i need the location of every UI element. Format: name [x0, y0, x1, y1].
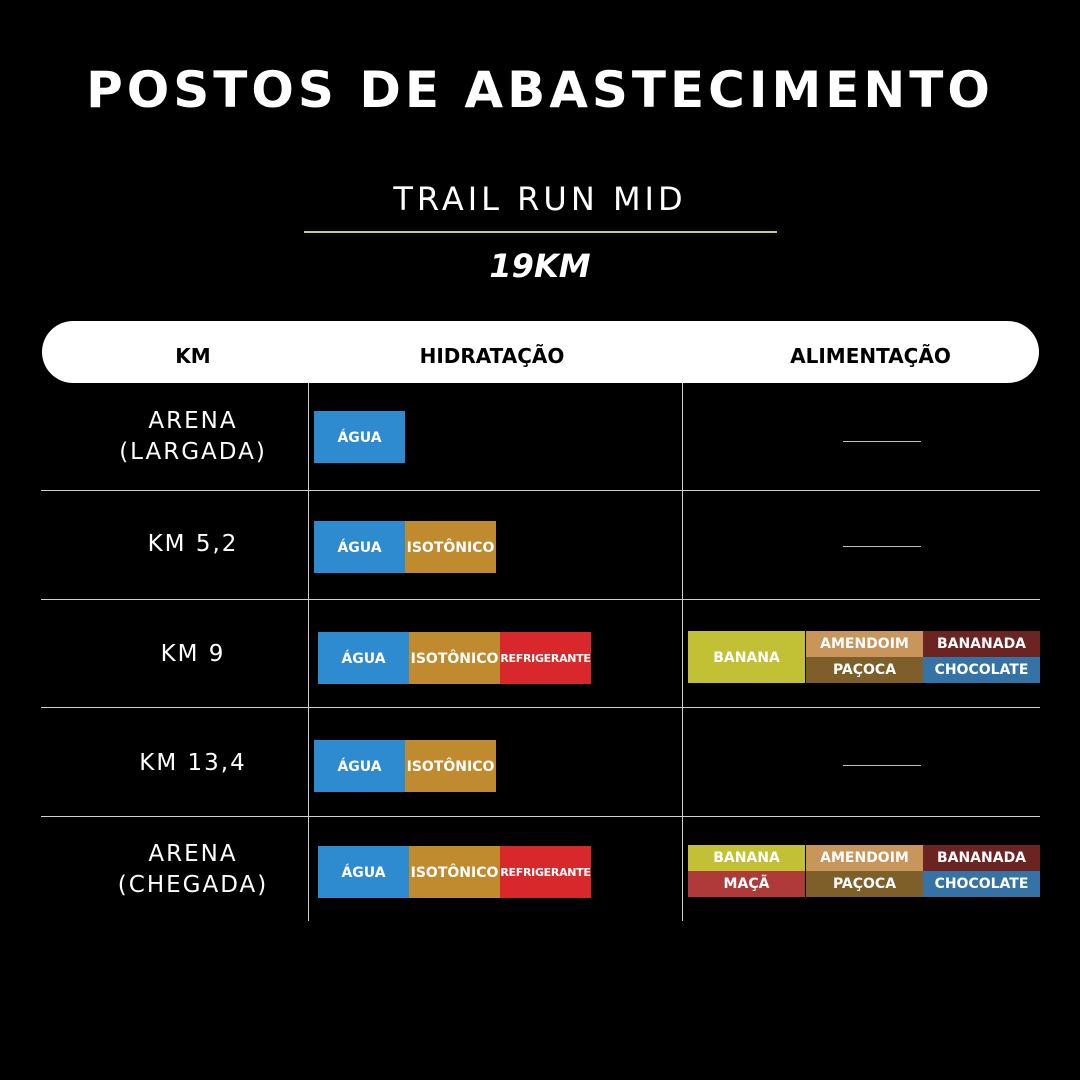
- subtitle-divider: [304, 231, 777, 233]
- hydration-chip-isotonico: ISOTÔNICO: [405, 521, 496, 573]
- hydration-chip-agua: ÁGUA: [318, 632, 409, 684]
- column-divider-2: [682, 383, 683, 921]
- hydration-chip-agua: ÁGUA: [318, 846, 409, 898]
- food-items: [688, 631, 1040, 683]
- food-chip-chocolate: CHOCOLATE: [923, 871, 1040, 897]
- table-header: [42, 321, 1039, 383]
- food-chip-chocolate: CHOCOLATE: [923, 657, 1040, 683]
- row-km-label: [42, 406, 344, 468]
- row-divider: [41, 599, 1040, 600]
- hydration-chip-agua: ÁGUA: [314, 521, 405, 573]
- no-food-dash: [843, 765, 921, 766]
- hydration-items: [314, 740, 496, 792]
- header-food: ALIMENTAÇÃO: [790, 344, 951, 368]
- race-name: TRAIL RUN MID: [393, 180, 687, 218]
- race-distance: 19KM: [489, 247, 591, 285]
- hydration-chip-refrigerante: REFRIGERANTE: [500, 846, 591, 898]
- food-chip-bananada: BANANADA: [923, 845, 1040, 871]
- hydration-items: [314, 521, 496, 573]
- food-chip-amendoim: AMENDOIM: [806, 631, 923, 657]
- page-title: POSTOS DE ABASTECIMENTO: [86, 61, 994, 119]
- km-label-line1: KM 13,4: [139, 750, 247, 776]
- food-items: [688, 845, 1040, 897]
- no-food-dash: [843, 546, 921, 547]
- no-food-dash: [843, 441, 921, 442]
- food-chip-bananada: BANANADA: [923, 631, 1040, 657]
- row-divider: [41, 816, 1040, 817]
- hydration-items: [318, 846, 591, 898]
- hydration-chip-refrigerante: REFRIGERANTE: [500, 632, 591, 684]
- km-label-line1: ARENA: [148, 841, 238, 867]
- food-chip-banana: BANANA: [688, 845, 805, 871]
- hydration-chip-agua: ÁGUA: [314, 740, 405, 792]
- hydration-chip-isotonico: ISOTÔNICO: [405, 740, 496, 792]
- hydration-chip-isotonico: ISOTÔNICO: [409, 846, 500, 898]
- row-divider: [41, 490, 1040, 491]
- food-chip-pacoca: PAÇOCA: [806, 657, 923, 683]
- km-label-line1: KM 9: [160, 641, 226, 667]
- row-km-label: [42, 748, 344, 779]
- food-chip-maca: MAÇÃ: [688, 871, 805, 897]
- food-chip-banana: BANANA: [688, 631, 805, 683]
- food-chip-pacoca: PAÇOCA: [806, 871, 923, 897]
- km-label-line2: (LARGADA): [119, 439, 267, 465]
- row-km-label: [42, 839, 344, 901]
- row-km-label: [42, 529, 344, 560]
- food-chip-amendoim: AMENDOIM: [806, 845, 923, 871]
- km-label-line1: ARENA: [148, 408, 238, 434]
- hydration-items: [318, 632, 591, 684]
- km-label-line2: (CHEGADA): [117, 872, 269, 898]
- row-divider: [41, 707, 1040, 708]
- header-hydration: HIDRATAÇÃO: [419, 344, 565, 368]
- hydration-items: [314, 411, 405, 463]
- hydration-chip-isotonico: ISOTÔNICO: [409, 632, 500, 684]
- hydration-chip-agua: ÁGUA: [314, 411, 405, 463]
- km-label-line1: KM 5,2: [147, 531, 239, 557]
- header-km: KM: [175, 344, 211, 368]
- row-km-label: [42, 639, 344, 670]
